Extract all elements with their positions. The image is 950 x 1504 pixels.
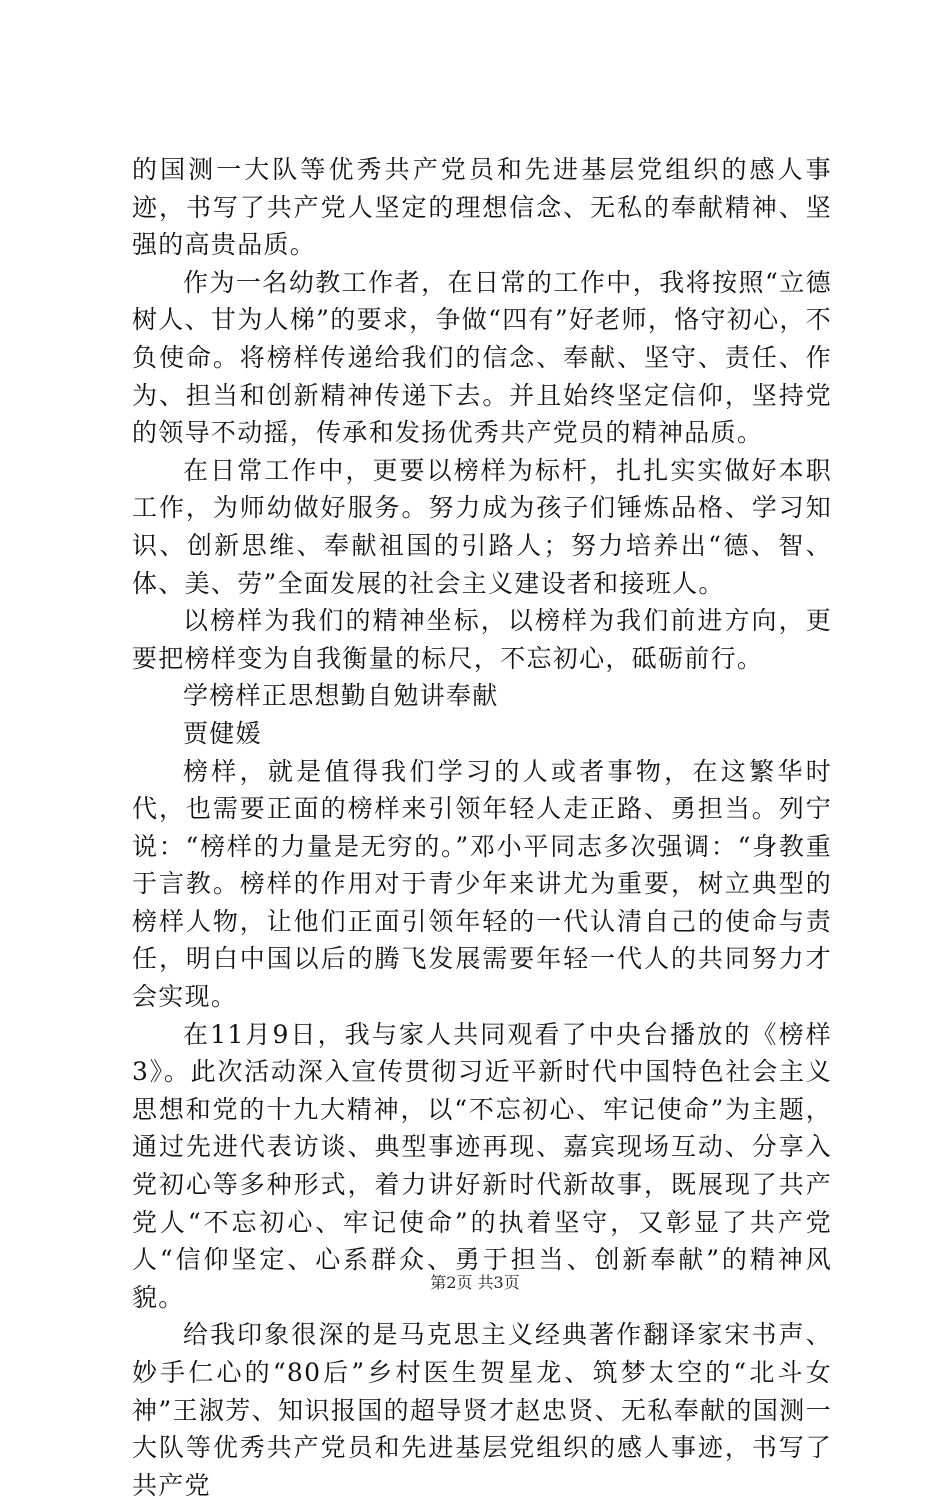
article-author: 贾健媛 xyxy=(183,718,262,748)
paragraph: 的国测一大队等优秀共产党员和先进基层党组织的感人事迹，书写了共产党人坚定的理想信念、无私的奉献精神、坚强的高贵品质。 xyxy=(132,155,832,260)
paragraph: 在11月9日，我与家人共同观看了中央台播放的《榜样3》。此次活动深入宣传贯彻习近平新时代中国特色社会主义思想和党的十九大精神，以“不忘初心、牢记使命”为主题，通过先进代表访谈、典型事迹再现、嘉宾现场互动、分享入党初心等多种形式，着力讲好新时代新故事，既展现了共产党人“不忘初心、牢记使命”的执着坚守，又彰显了共产党人“信仰坚定、心系群众、勇于担当、创新奉献”的精神风貌。 xyxy=(132,1019,832,1312)
article-title: 学榜样正思想勤自勉讲奉献 xyxy=(183,681,499,711)
paragraph: 榜样，就是值得我们学习的人或者事物，在这繁华时代，也需要正面的榜样来引领年轻人走正路、勇担当。列宁说：“榜样的力量是无穷的。”邓小平同志多次强调：“身教重于言教。榜样的作用对于青少年来讲尤为重要，树立典型的榜样人物，让他们正面引领年轻的一代认清自己的使命与责任，明白中国以后的腾飞发展需要年轻一代人的共同努力才会实现。 xyxy=(132,756,832,1012)
paragraph: 在日常工作中，更要以榜样为标杆，扎扎实实做好本职工作，为师幼做好服务。努力成为孩子们锤炼品格、学习知识、创新思维、奉献祖国的引路人；努力培养出“德、智、体、美、劳”全面发展的社会主义建设者和接班人。 xyxy=(132,455,832,598)
paragraph: 以榜样为我们的精神坐标，以榜样为我们前进方向，更要把榜样变为自我衡量的标尺，不忘初心，砥砺前行。 xyxy=(132,606,832,673)
document-body xyxy=(132,151,832,1504)
paragraph: 给我印象很深的是马克思主义经典著作翻译家宋书声、妙手仁心的“80后”乡村医生贺星龙、筑梦太空的“北斗女神”王淑芳、知识报国的超导贤才赵忠贤、无私奉献的国测一大队等优秀共产党员和先进基层党组织的感人事迹，书写了共产党 xyxy=(132,1320,832,1500)
page-number-footer: 第2页 共3页 xyxy=(430,1273,520,1292)
paragraph: 作为一名幼教工作者，在日常的工作中，我将按照“立德树人、甘为人梯”的要求，争做“四有”好老师，恪守初心，不负使命。将榜样传递给我们的信念、奉献、坚守、责任、作为、担当和创新精神传递下去。并且始终坚定信仰，坚持党的领导不动摇，传承和发扬优秀共产党员的精神品质。 xyxy=(132,267,832,448)
